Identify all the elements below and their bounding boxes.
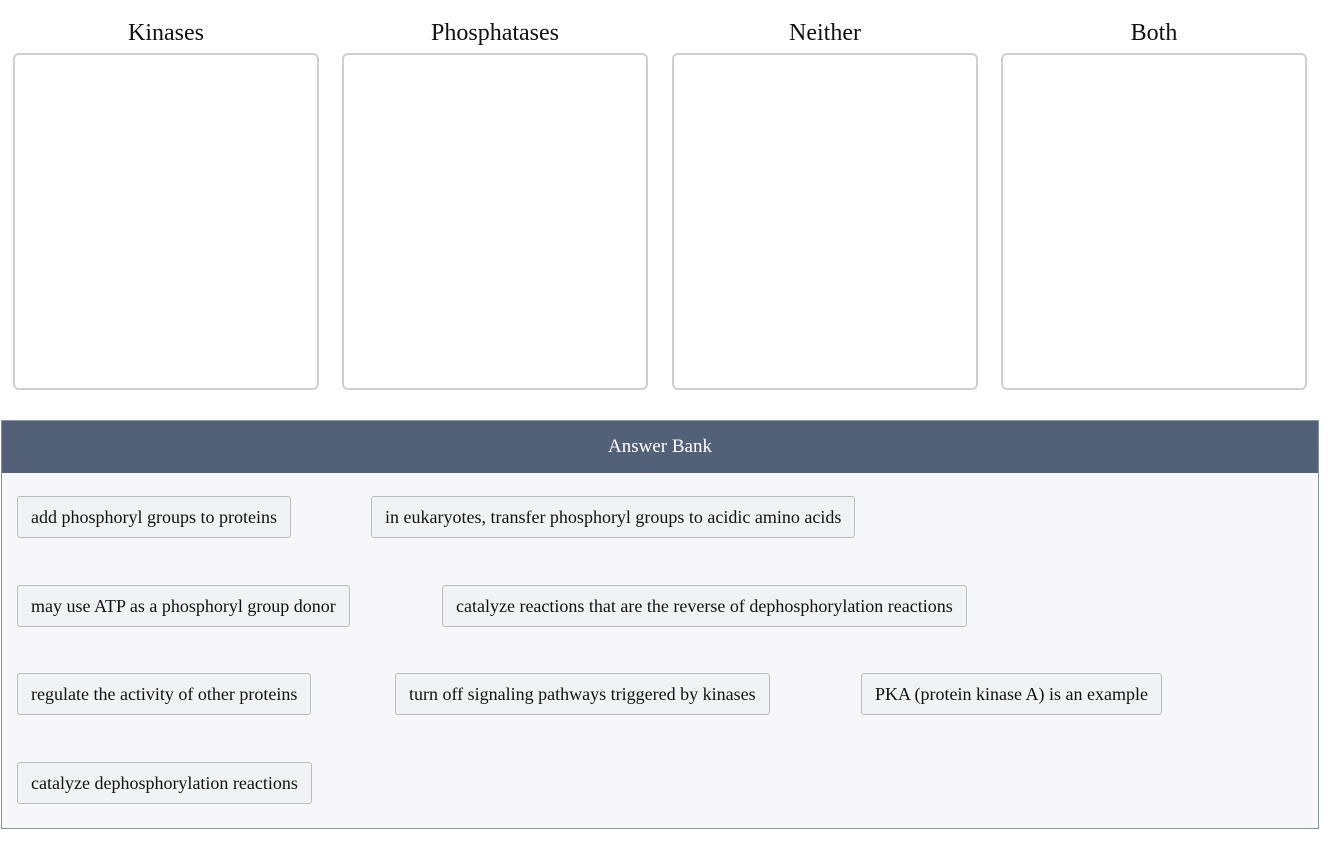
bin-title-phosphatases: Phosphatases [431, 20, 559, 46]
drop-zone-phosphatases[interactable] [342, 53, 648, 390]
answer-chip-pka-example[interactable]: PKA (protein kinase A) is an example [861, 673, 1162, 715]
category-bins [0, 0, 1334, 400]
answer-bank-header: Answer Bank [2, 421, 1318, 473]
drop-zone-kinases[interactable] [13, 53, 319, 390]
answer-chip-add-phosphoryl-groups[interactable]: add phosphoryl groups to proteins [17, 496, 291, 538]
answer-bank [1, 420, 1319, 829]
bin-title-both: Both [1130, 20, 1178, 46]
drop-zone-both[interactable] [1001, 53, 1307, 390]
answer-chip-eukaryotes-acidic-amino-acids[interactable]: in eukaryotes, transfer phosphoryl groups to acidic amino acids [371, 496, 855, 538]
answer-chip-turn-off-signaling[interactable]: turn off signaling pathways triggered by kinases [395, 673, 770, 715]
drop-zone-neither[interactable] [672, 53, 978, 390]
bin-title-neither: Neither [789, 20, 861, 46]
bin-title-kinases: Kinases [128, 20, 204, 46]
answer-chip-reverse-of-dephosphorylation[interactable]: catalyze reactions that are the reverse of dephosphorylation reactions [442, 585, 967, 627]
answer-chip-catalyze-dephosphorylation[interactable]: catalyze dephosphorylation reactions [17, 762, 312, 804]
answer-chip-regulate-activity[interactable]: regulate the activity of other proteins [17, 673, 311, 715]
answer-chip-atp-donor[interactable]: may use ATP as a phosphoryl group donor [17, 585, 350, 627]
